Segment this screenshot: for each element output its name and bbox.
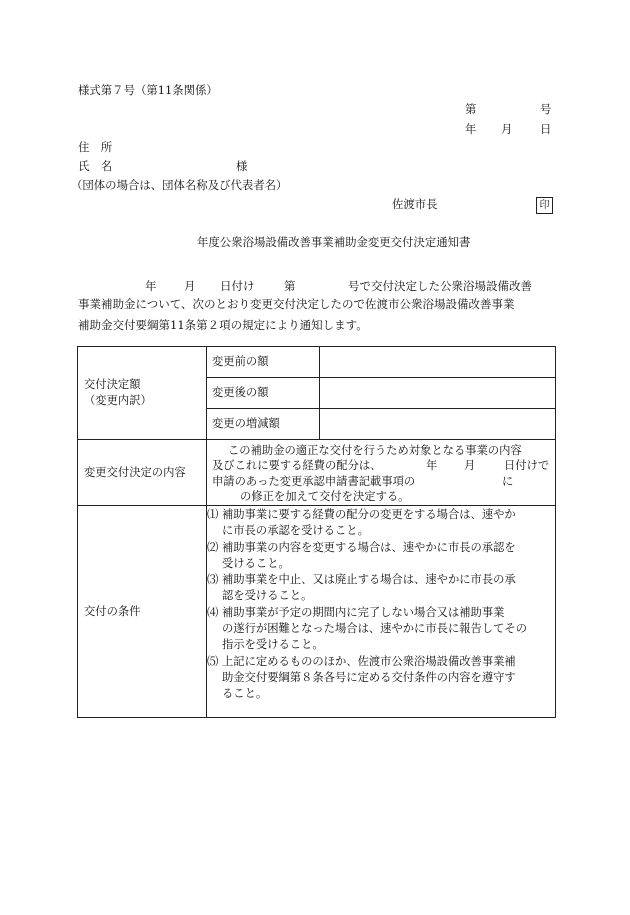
- condition-text: に市長の承認を受けること。: [222, 524, 369, 538]
- condition-text: 補助事業を中止、又は廃止する場合は、速やかに市長の承: [222, 573, 516, 587]
- condition-text: 認を受けること。: [222, 589, 313, 603]
- body-line3: 補助金交付要綱第11条第２項の規定により通知します。: [78, 318, 368, 332]
- conditions-cell: [207, 506, 556, 718]
- change-line2-month: 月: [464, 459, 476, 472]
- body-no: 第: [284, 279, 296, 293]
- conditions-label: 交付の条件: [78, 506, 207, 718]
- change-line3-b: に: [502, 474, 514, 488]
- honorific: 様: [236, 159, 248, 173]
- address-label: 住 所: [78, 140, 113, 154]
- body-year: 年: [145, 279, 157, 293]
- body-line1-rest: 号で交付決定した公衆浴場設備改善: [348, 279, 532, 293]
- seal-stamp: 印: [536, 197, 553, 214]
- diff-amount-field[interactable]: [320, 409, 556, 440]
- change-line1: この補助金の適正な交付を行うため対象となる事業の内容: [228, 443, 522, 457]
- issuer-title: 佐渡市長: [392, 197, 438, 211]
- form-number: 様式第７号（第11条関係）: [78, 83, 218, 97]
- body-line2: 事業補助金について、次のとおり変更交付決定したので佐渡市公衆浴場設備改善事業: [78, 296, 515, 311]
- amount-sublabel: （変更内訳）: [84, 394, 152, 407]
- name-label: 氏 名: [78, 159, 113, 173]
- change-line2: [212, 458, 551, 474]
- change-line3-a: 申請のあった変更承認申請書記載事項の: [212, 474, 416, 488]
- body-text: [78, 272, 558, 337]
- body-dated: 日付け: [220, 279, 255, 293]
- change-line2-year: 年: [426, 459, 438, 472]
- date-year: 年: [465, 122, 477, 136]
- condition-text: 補助事業に要する経費の配分の変更をする場合は、速やか: [222, 508, 516, 521]
- after-amount-label: 変更後の額: [207, 378, 320, 409]
- date-day: 日: [540, 122, 552, 136]
- condition-number: ⑷: [207, 605, 219, 619]
- diff-amount-label: 変更の増減額: [207, 409, 320, 440]
- change-content-label: 変更交付決定の内容: [78, 440, 207, 506]
- condition-number: ⑸: [207, 654, 219, 668]
- doc-number-suffix: 号: [540, 102, 552, 116]
- condition-number: ⑵: [207, 540, 219, 554]
- before-amount-label: 変更前の額: [207, 347, 320, 378]
- after-amount-field[interactable]: [320, 378, 556, 409]
- condition-item: [207, 540, 551, 556]
- condition-item: [207, 572, 551, 588]
- condition-text: 指示を受けること。: [222, 638, 324, 652]
- change-line4: の修正を加えて交付を決定する。: [240, 490, 410, 503]
- condition-number: ⑶: [207, 573, 219, 587]
- condition-text: 補助事業の内容を変更する場合は、速やかに市長の承認を: [222, 540, 516, 554]
- document-title: 年度公衆浴場設備改善事業補助金変更交付決定通知書: [197, 235, 471, 249]
- amount-label-cell: [78, 347, 207, 440]
- condition-item: [207, 654, 551, 670]
- condition-item: [207, 605, 551, 621]
- decision-table: [77, 346, 556, 718]
- change-content-cell: [207, 440, 556, 506]
- change-line2-b: 日付けで: [504, 459, 550, 472]
- body-month: 月: [184, 279, 196, 293]
- doc-number-prefix: 第: [465, 102, 477, 116]
- before-amount-field[interactable]: [320, 347, 556, 378]
- condition-number: ⑴: [207, 508, 219, 521]
- condition-text: ること。: [222, 687, 268, 701]
- condition-text: 補助事業が予定の期間内に完了しない場合又は補助事業: [222, 605, 505, 619]
- amount-label: 交付決定額: [84, 378, 141, 391]
- condition-text: の遂行が困難となった場合は、速やかに市長に報告してその: [222, 622, 528, 636]
- addressee-note: （団体の場合は、団体名称及び代表者名）: [71, 178, 288, 192]
- condition-text: 助金交付要綱第８条各号に定める交付条件の内容を遵守す: [222, 670, 516, 684]
- condition-text: 上記に定めるもののほか、佐渡市公衆浴場設備改善事業補: [222, 654, 516, 668]
- change-line3: [212, 474, 551, 490]
- date-month: 月: [501, 122, 513, 136]
- change-line2-a: 及びこれに要する経費の配分は、: [212, 459, 382, 472]
- condition-item: [207, 507, 551, 523]
- condition-text: 受けること。: [222, 556, 290, 570]
